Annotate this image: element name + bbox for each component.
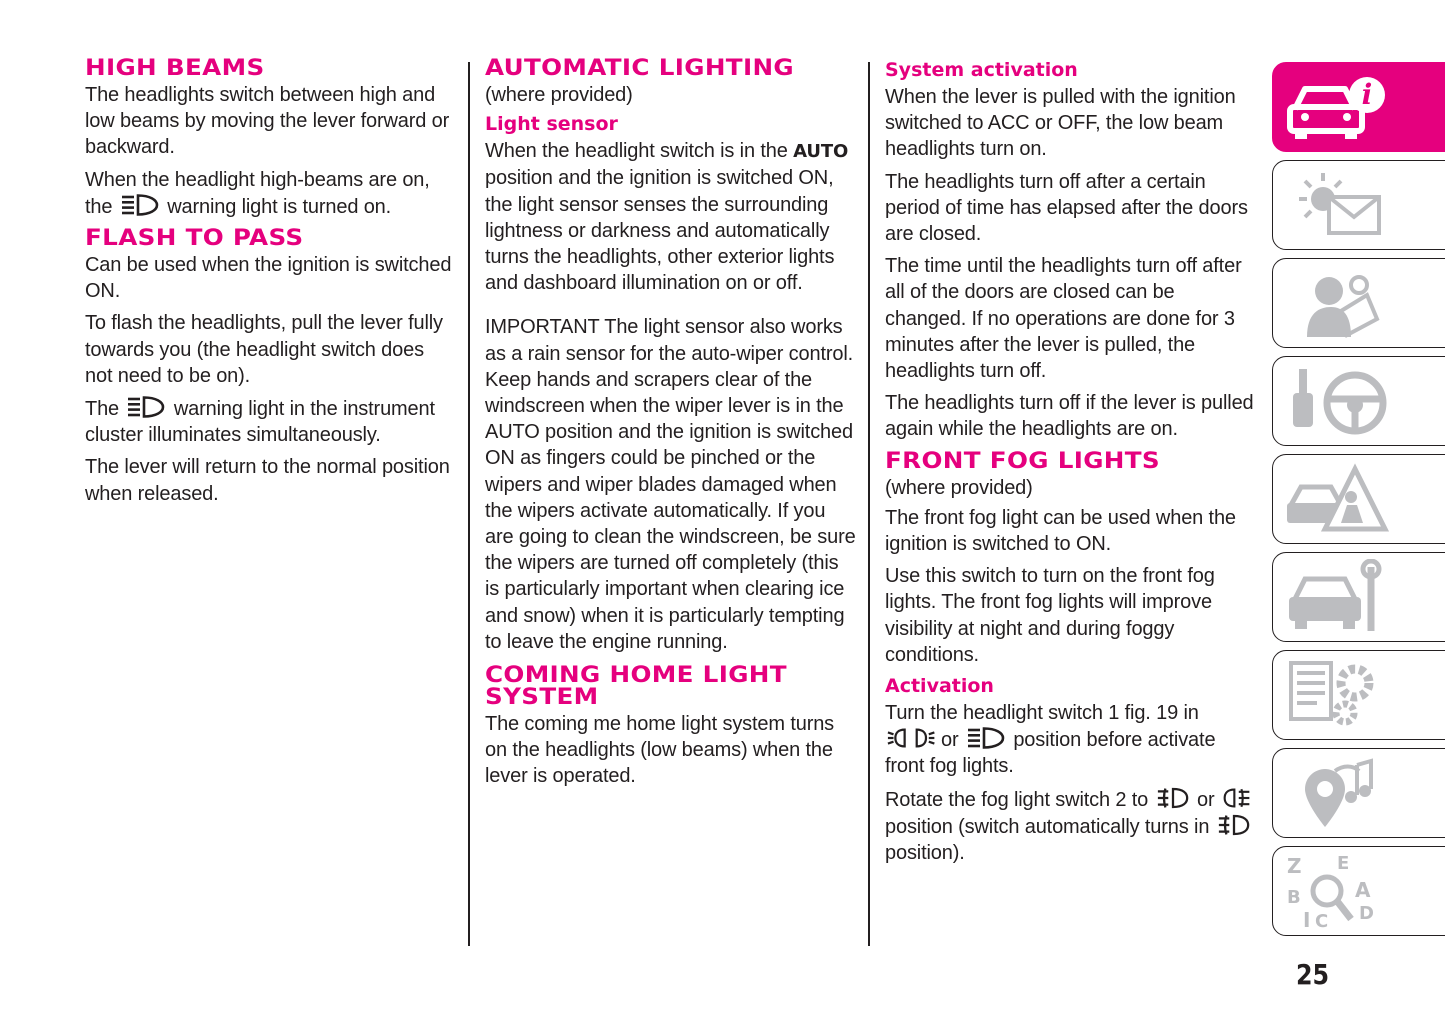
activation-text-after: position before activate front fog lights. <box>885 729 1216 778</box>
automatic-lighting-heading: AUTOMATIC LIGHTING <box>485 56 794 81</box>
svg-text:B: B <box>1287 887 1301 908</box>
svg-text:Z: Z <box>1287 854 1302 878</box>
tab-dashboard-warning[interactable] <box>1272 160 1445 250</box>
dashboard-warning-icon <box>1285 167 1405 243</box>
flash-to-pass-text-after: warning light in the instrument cluster illuminates simultaneously. <box>85 398 435 447</box>
multimedia-icon <box>1285 755 1405 831</box>
starting-driving-icon <box>1285 363 1405 439</box>
flash-to-pass-paragraph-3 <box>85 395 455 448</box>
coming-home-heading-line-2: SYSTEM <box>485 685 599 711</box>
flash-to-pass-paragraph-1: Can be used when the ignition is switched ON. <box>85 254 452 303</box>
high-beam-icon <box>126 395 166 419</box>
technical-data-icon <box>1285 657 1405 733</box>
svg-text:i: i <box>1361 78 1373 111</box>
coming-home-paragraph: The coming me home light system turns on the headlights (low beams) when the lever is operated. <box>485 713 835 788</box>
high-beams-paragraph: The headlights switch between high and low beams by moving the lever forward or backward. <box>85 84 450 159</box>
light-sensor-paragraph <box>485 138 857 296</box>
column-divider <box>468 62 470 946</box>
tab-car-info[interactable] <box>1272 62 1445 152</box>
coming-home-heading <box>485 665 902 709</box>
safety-airbag-icon <box>1285 265 1405 341</box>
light-sensor-text-after: position and the ignition is switched ON, the light sensor senses the surrounding lightness or darkness and automatically turns the headlights, other exterior lights and dashboard illumination on or off. <box>485 167 835 295</box>
car-info-icon <box>1285 69 1405 145</box>
svg-text:A: A <box>1355 878 1371 902</box>
front-fog-icon <box>1156 786 1190 810</box>
light-sensor-heading: Light sensor <box>485 113 618 136</box>
flash-to-pass-paragraph-4: The lever will return to the normal position when released. <box>85 456 450 505</box>
flash-to-pass-heading: FLASH TO PASS <box>85 226 304 252</box>
high-beams-warning-text-before: When the headlight high-beams are on, the <box>85 168 430 218</box>
tab-multimedia[interactable] <box>1272 748 1445 838</box>
tab-maintenance[interactable] <box>1272 552 1445 642</box>
front-fog-icon <box>1217 813 1251 837</box>
coming-home-heading-line-1: COMING HOME LIGHT <box>485 663 787 689</box>
column-1 <box>85 54 455 513</box>
system-activation-paragraph-4: The headlights turn off if the lever is pulled again while the headlights are on. <box>885 392 1254 441</box>
column-divider <box>868 62 870 946</box>
high-beams-heading: HIGH BEAMS <box>85 56 265 81</box>
activation-paragraph-2 <box>885 786 1257 867</box>
system-activation-paragraph-2: The headlights turn off after a certain period of time has elapsed after the doors are closed. <box>885 170 1248 246</box>
front-fog-subtitle: (where provided) <box>885 476 1033 499</box>
auto-keyword: AUTO <box>793 141 849 163</box>
column-3 <box>885 54 1257 872</box>
svg-text:D: D <box>1359 903 1374 924</box>
tab-safety[interactable] <box>1272 258 1445 348</box>
automatic-lighting-subtitle: (where provided) <box>485 84 633 106</box>
high-beams-warning-text-after: warning light is turned on. <box>167 195 392 218</box>
svg-text:E: E <box>1337 853 1350 874</box>
flash-to-pass-paragraph-2: To flash the headlights, pull the lever fully towards you (the headlight switch does not need to be on). <box>85 312 443 387</box>
rear-fog-icon <box>1222 786 1252 810</box>
activation-text-before: Turn the headlight switch 1 fig. 19 in <box>885 702 1199 725</box>
tab-index[interactable] <box>1272 846 1445 936</box>
system-activation-paragraph-3: The time until the headlights turn off after all of the doors are closed can be changed. If no operations are done for 3 minutes after the lever is pulled, the headlights turn off. <box>885 255 1242 383</box>
important-note: IMPORTANT The light sensor also works as a rain sensor for the auto-wiper control. Keep hands and scrapers clear of the windscreen when the wiper lever is in the AUTO position and the ignition is switched ON as fingers could be pinched or the wipers and wiper blades damaged when the wipers activate automatically. If you are going to clean the windscreen, be sure the wipers are turned off completely (this is particularly important when clearing ice and snow) when it is particularly tempting to leave the engine running. <box>485 316 856 653</box>
page-number: 25 <box>1296 958 1330 991</box>
fog-switch-text-before: Rotate the fog light switch 2 to <box>885 788 1149 811</box>
high-beam-icon <box>120 193 160 217</box>
front-fog-heading: FRONT FOG LIGHTS <box>885 448 1160 474</box>
activation-or-text: or <box>941 729 959 752</box>
fog-switch-text-after: position). <box>885 842 965 865</box>
fog-switch-text-mid: position (switch automatically turns in <box>885 815 1210 838</box>
system-activation-heading: System activation <box>885 59 1078 81</box>
maintenance-icon <box>1285 559 1405 635</box>
flash-to-pass-text-before: The <box>85 398 120 421</box>
fog-switch-or-text: or <box>1196 788 1215 811</box>
parking-lights-icon <box>887 726 939 750</box>
activation-paragraph-1 <box>885 700 1257 780</box>
tab-emergency[interactable] <box>1272 454 1445 544</box>
tab-technical-data[interactable] <box>1272 650 1445 740</box>
high-beams-warning-paragraph <box>85 167 455 220</box>
emergency-icon <box>1285 461 1405 537</box>
tab-starting-driving[interactable] <box>1272 356 1445 446</box>
light-sensor-text-before: When the headlight switch is in the <box>485 140 788 163</box>
front-fog-paragraph-2: Use this switch to turn on the front fog lights. The front fog lights will improve visibility at night and during foggy conditions. <box>885 565 1215 666</box>
front-fog-paragraph-1: The front fog light can be used when the ignition is switched to ON. <box>885 506 1236 556</box>
svg-text:I: I <box>1303 908 1311 929</box>
low-beam-icon <box>966 726 1006 750</box>
svg-text:C: C <box>1315 911 1329 929</box>
activation-heading: Activation <box>885 675 994 698</box>
index-icon <box>1285 853 1405 929</box>
column-2 <box>485 54 857 796</box>
system-activation-paragraph-1: When the lever is pulled with the ignition switched to ACC or OFF, the low beam headlights turn on. <box>885 86 1236 161</box>
